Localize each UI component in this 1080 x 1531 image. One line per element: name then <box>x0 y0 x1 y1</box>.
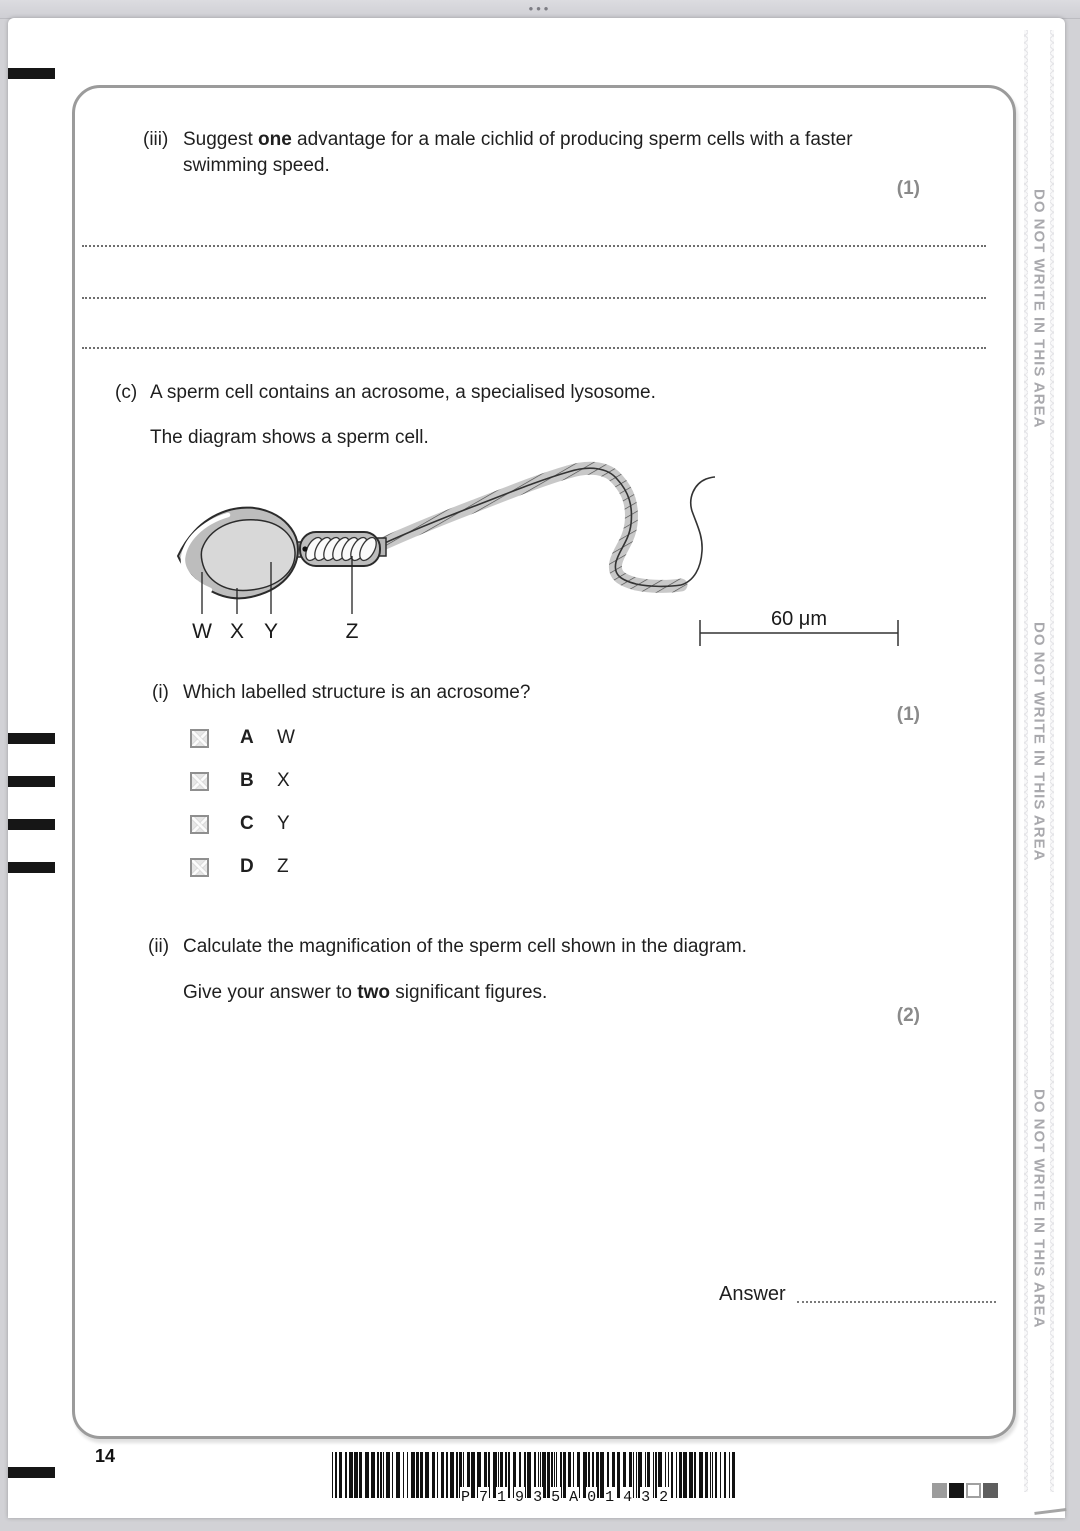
part-c-label: (c) <box>115 382 138 403</box>
question-i-text: Which labelled structure is an acrosome? <box>183 682 531 703</box>
print-calibration-squares <box>932 1483 998 1498</box>
sperm-cell-diagram <box>138 448 938 668</box>
question-frame <box>72 85 1016 1439</box>
option-letter: D <box>240 856 254 877</box>
question-ii-line2-bold: two <box>357 982 390 1003</box>
registration-mark <box>8 733 55 744</box>
tail-band <box>378 468 681 586</box>
calibration-square-darkgrey <box>983 1483 998 1498</box>
option-value: Z <box>277 856 289 877</box>
question-ii-label: (ii) <box>148 936 170 957</box>
question-ii-line1: Calculate the magnification of the sperm cell shown in the diagram. <box>183 936 747 957</box>
marks-ii: (2) <box>896 1005 920 1026</box>
question-ii-line2-suffix: significant figures. <box>389 982 548 1003</box>
registration-mark <box>8 776 55 787</box>
label-y: Y <box>263 620 279 643</box>
do-not-write-label: DO NOT WRITE IN THIS AREA <box>1030 189 1048 429</box>
question-i-label: (i) <box>152 682 169 703</box>
answer-field[interactable] <box>797 1301 996 1303</box>
question-iii-label: (iii) <box>143 129 169 150</box>
option-checkbox-c[interactable] <box>190 815 209 834</box>
marks-i: (1) <box>896 704 920 725</box>
registration-mark <box>8 68 55 79</box>
label-x: X <box>229 620 245 643</box>
question-iii-suffix: advantage for a male cichlid of producing sperm cells with a faster swimming speed. <box>183 129 853 176</box>
label-w: W <box>192 620 212 643</box>
registration-mark <box>8 819 55 830</box>
option-value: W <box>277 727 295 748</box>
answer-line[interactable] <box>82 297 986 299</box>
answer-line[interactable] <box>82 245 986 247</box>
marks-iii: (1) <box>896 178 920 199</box>
option-value: X <box>277 770 290 791</box>
answer-line[interactable] <box>82 347 986 349</box>
question-iii-prefix: Suggest <box>183 129 258 150</box>
page-corner-mark <box>1034 1502 1067 1515</box>
option-checkbox-a[interactable] <box>190 729 209 748</box>
question-ii-line2 <box>183 980 547 1006</box>
page-number: 14 <box>95 1446 116 1466</box>
barcode-digits: P 7 1 9 3 5 A 0 1 4 3 2 <box>460 1487 669 1509</box>
viewer-top-bar <box>0 0 1080 19</box>
tail-end <box>681 477 715 585</box>
part-c-intro: A sperm cell contains an acrosome, a specialised lysosome. <box>150 382 656 403</box>
calibration-square-black <box>949 1483 964 1498</box>
nucleus <box>201 520 295 591</box>
calibration-square-white <box>966 1483 981 1498</box>
registration-mark <box>8 862 55 873</box>
option-checkbox-b[interactable] <box>190 772 209 791</box>
do-not-write-strip <box>1024 30 1054 1492</box>
exam-page <box>8 18 1065 1518</box>
do-not-write-label: DO NOT WRITE IN THIS AREA <box>1030 1089 1048 1329</box>
scale-label: 60 μm <box>771 608 827 630</box>
label-z: Z <box>345 620 359 643</box>
option-letter: B <box>240 770 254 791</box>
calibration-square-grey <box>932 1483 947 1498</box>
question-iii-text <box>183 127 875 179</box>
option-letter: A <box>240 727 254 748</box>
question-ii-line2-prefix: Give your answer to <box>183 982 358 1003</box>
option-letter: C <box>240 813 254 834</box>
part-c-caption: The diagram shows a sperm cell. <box>150 427 429 448</box>
drag-handle-icon[interactable]: ••• <box>528 1 552 16</box>
registration-mark <box>8 1467 55 1478</box>
mitochondrial-coil <box>302 535 379 563</box>
question-iii-bold: one <box>258 129 292 150</box>
answer-label: Answer <box>719 1283 786 1305</box>
do-not-write-label: DO NOT WRITE IN THIS AREA <box>1030 622 1048 862</box>
centriole-dot <box>302 546 307 551</box>
option-value: Y <box>277 813 290 834</box>
option-checkbox-d[interactable] <box>190 858 209 877</box>
